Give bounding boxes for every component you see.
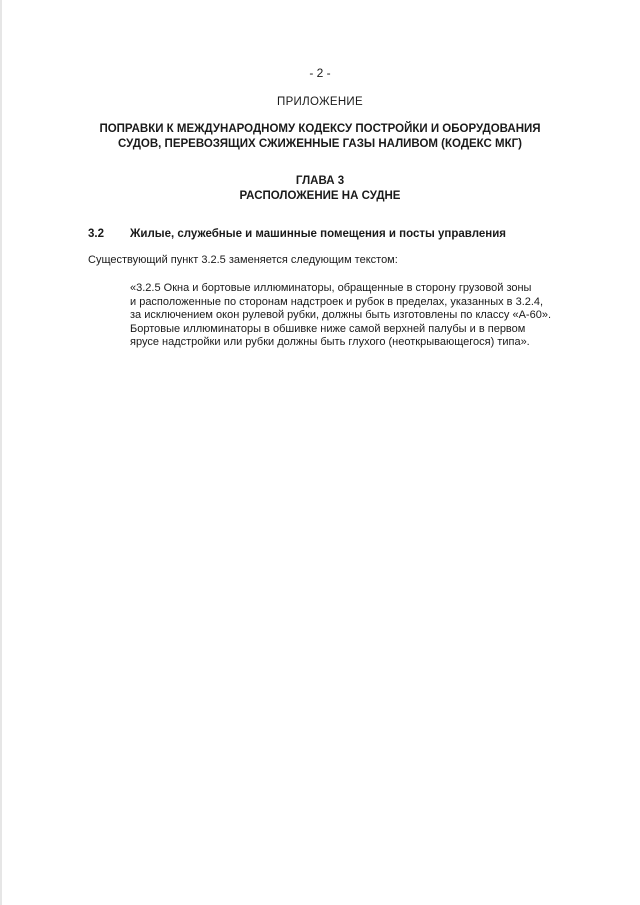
paragraph-line: за исключением окон рулевой рубки, должны быть изготовлены по классу «А-60».: [130, 309, 552, 322]
annex-label: ПРИЛОЖЕНИЕ: [277, 96, 363, 108]
chapter-heading: [0, 174, 640, 204]
chapter-title: РАСПОЛОЖЕНИЕ НА СУДНЕ: [239, 190, 401, 202]
chapter-number: ГЛАВА 3: [295, 175, 345, 187]
page-edge: [0, 0, 2, 905]
document-title-line: ПОПРАВКИ К МЕЖДУНАРОДНОМУ КОДЕКСУ ПОСТРОЙКИ И ОБОРУДОВАНИЯ: [99, 123, 541, 135]
document-title: [40, 122, 600, 152]
section-number: 3.2: [88, 228, 104, 240]
section-title: Жилые, служебные и машинные помещения и посты управления: [130, 228, 506, 240]
document-title-line: СУДОВ, ПЕРЕВОЗЯЩИХ СЖИЖЕННЫЕ ГАЗЫ НАЛИВОМ (КОДЕКС МКГ): [118, 138, 522, 150]
paragraph-line: ярусе надстройки или рубки должны быть глухого (неоткрывающегося) типа».: [130, 336, 530, 349]
paragraph-line: и расположенные по сторонам надстроек и рубок в пределах, указанных в 3.2.4,: [130, 295, 544, 308]
quoted-amendment-paragraph: [130, 282, 555, 350]
paragraph-line: «3.2.5 Окна и бортовые иллюминаторы, обращенные в сторону грузовой зоны: [130, 282, 532, 294]
intro-paragraph: Существующий пункт 3.2.5 заменяется следующим текстом:: [88, 254, 398, 266]
paragraph-line: Бортовые иллюминаторы в обшивке ниже самой верхней палубы и в первом: [130, 322, 526, 335]
page-number: - 2 -: [309, 66, 331, 80]
